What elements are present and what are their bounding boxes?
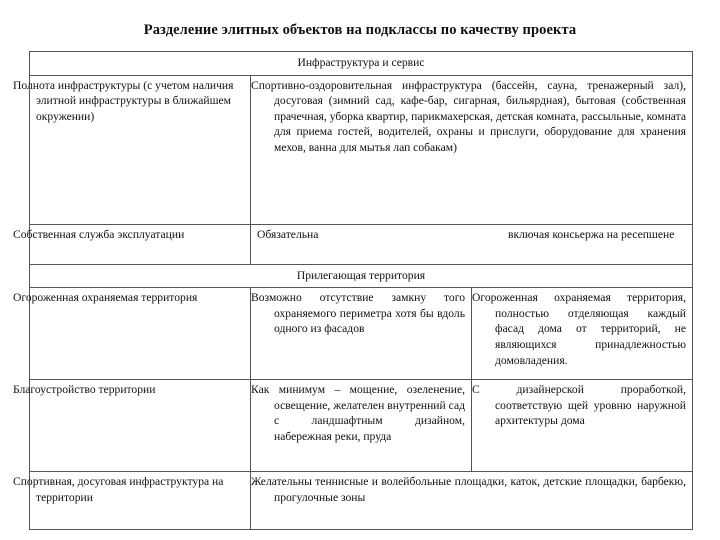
infra-description: Спортивно-оздоровительная инфраструктура (бассейн, сауна, тренажерный зал), досуговая (зимний сад, кафе-бар, сигарная, бильярдная), бытовая (собственная прачечная, уборка квартир, парикмахерская, детская комната, рассыльные, комната для приема гостей, водителей, охраны и прислуги, оборудование для хранения мехов, ванна для мытья лап собакам) bbox=[251, 75, 693, 224]
section-row-infra bbox=[30, 52, 693, 76]
row-label-fenced-territory: Огороженная охраняемая территория bbox=[30, 288, 251, 380]
fenced-territory-premium: Огороженная охраняемая территория, полностью отделяющая каждый фасад дома от территорий, не являющихся принадлежностью домовладения. bbox=[472, 288, 693, 380]
page-title: Разделение элитных объектов на подклассы по качеству проекта bbox=[143, 22, 577, 38]
row-label-landscaping: Благоустройство территории bbox=[30, 380, 251, 472]
maintenance-cell bbox=[251, 224, 693, 264]
table-row bbox=[30, 75, 693, 224]
row-label-maintenance: Собственная служба эксплуатации bbox=[30, 224, 251, 264]
section-header-territory: Прилегающая территория bbox=[30, 264, 693, 288]
row-label-infra-completeness: Полнота инфраструктуры (с учетом наличия элитной инфраструктуры в ближайшем окружении) bbox=[30, 75, 251, 224]
landscaping-premium: С дизайнерской проработкой, соответствую щей уровню наружной архитектуры дома bbox=[472, 380, 693, 472]
section-row-territory bbox=[30, 264, 693, 288]
table-row bbox=[30, 288, 693, 380]
table-row bbox=[30, 472, 693, 530]
table-row bbox=[30, 224, 693, 264]
table-row bbox=[30, 380, 693, 472]
maintenance-premium: включая консьержа на ресепшене bbox=[508, 227, 675, 241]
row-label-sports-leisure: Спортивная, досуговая инфраструктура на территории bbox=[30, 472, 251, 530]
classification-table bbox=[13, 51, 693, 530]
section-header-infra: Инфраструктура и сервис bbox=[30, 52, 693, 76]
fenced-territory-standard: Возможно отсутствие замкну того охраняемого периметра хотя бы вдоль одного из фасадов bbox=[251, 288, 472, 380]
sports-leisure-description: Желательны теннисные и волейбольные площадки, каток, детские площадки, барбекю, прогулочные зоны bbox=[251, 472, 693, 530]
landscaping-standard: Как минимум – мощение, озеленение, освещение, желателен внутренний сад с ландшафтным дизайном, набережная реки, пруда bbox=[251, 380, 472, 472]
maintenance-standard: Обязательна bbox=[257, 227, 319, 241]
